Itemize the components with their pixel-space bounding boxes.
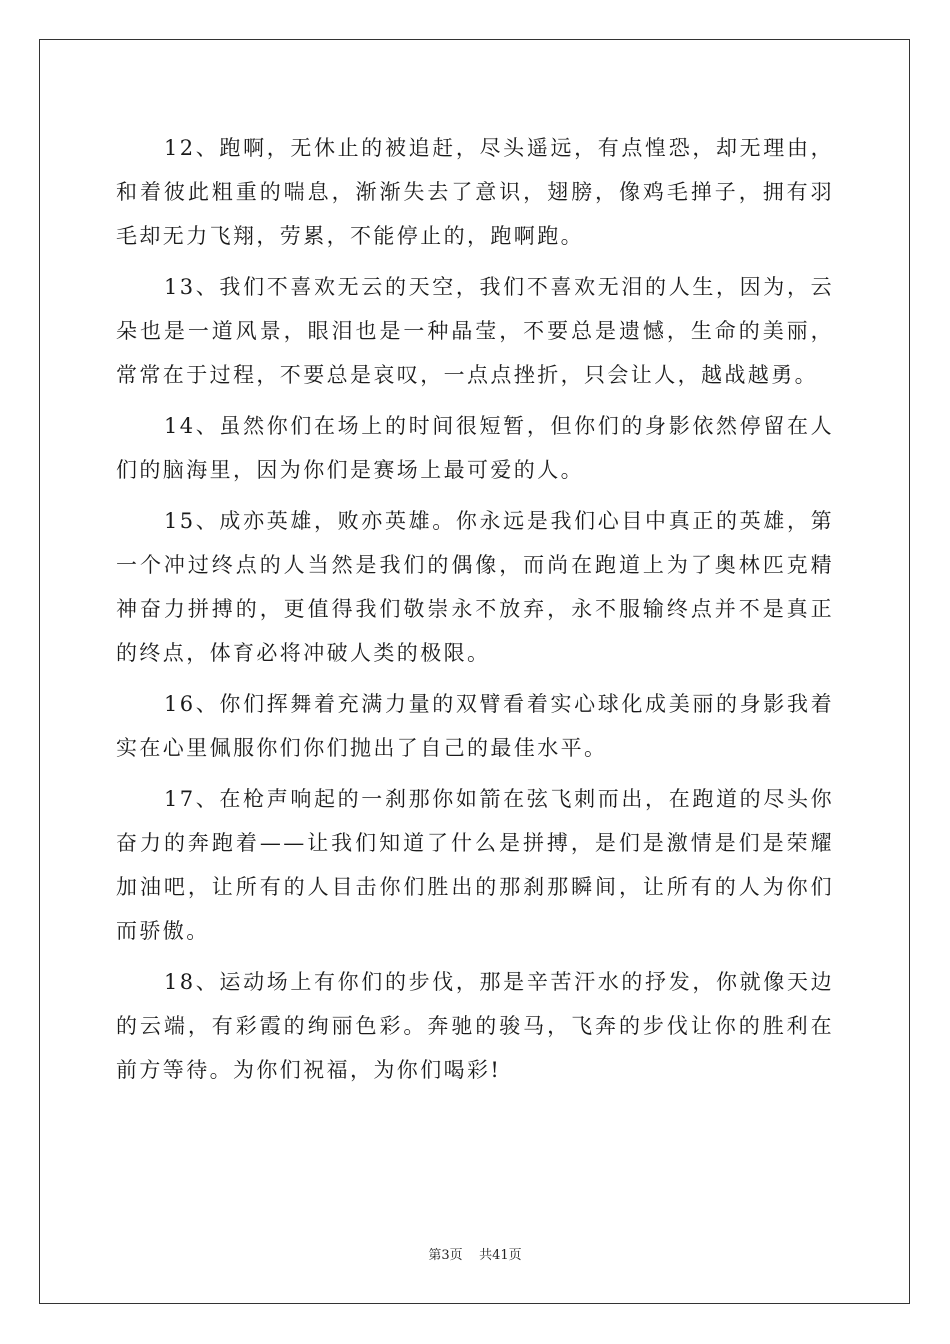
paragraph-12: 12、跑啊，无休止的被追赶，尽头遥远，有点惶恐，却无理由，和着彼此粗重的喘息，渐渐失去了意识，翅膀，像鸡毛掸子，拥有羽毛却无力飞翔，劳累，不能停止的，跑啊跑。: [116, 136, 834, 248]
document-body: [116, 126, 834, 1099]
page-number: 第3页: [428, 1248, 463, 1263]
page-total: 共41页: [479, 1248, 522, 1263]
page-footer: [0, 1247, 950, 1265]
paragraph-16: 16、你们挥舞着充满力量的双臂看着实心球化成美丽的身影我着实在心里佩服你们你们抛出了自己的最佳水平。: [116, 692, 834, 760]
footer-gap: [463, 1248, 480, 1263]
paragraph-14: 14、虽然你们在场上的时间很短暂，但你们的身影依然停留在人们的脑海里，因为你们是赛场上最可爱的人。: [116, 414, 834, 482]
paragraph-17: 17、在枪声响起的一刹那你如箭在弦飞刺而出，在跑道的尽头你奋力的奔跑着——让我们知道了什么是拼搏，是们是激情是们是荣耀加油吧，让所有的人目击你们胜出的那刹那瞬间，让所有的人为你们而骄傲。: [116, 787, 834, 943]
paragraph-15: 15、成亦英雄，败亦英雄。你永远是我们心目中真正的英雄，第一个冲过终点的人当然是我们的偶像，而尚在跑道上为了奥林匹克精神奋力拼搏的，更值得我们敬崇永不放弃，永不服输终点并不是真正的终点，体育必将冲破人类的极限。: [116, 509, 834, 665]
paragraph-18: 18、运动场上有你们的步伐，那是辛苦汗水的抒发，你就像天边的云端，有彩霞的绚丽色彩。奔驰的骏马，飞奔的步伐让你的胜利在前方等待。为你们祝福，为你们喝彩!: [116, 970, 834, 1082]
paragraph-13: 13、我们不喜欢无云的天空，我们不喜欢无泪的人生，因为，云朵也是一道风景，眼泪也是一种晶莹，不要总是遗憾，生命的美丽，常常在于过程，不要总是哀叹，一点点挫折，只会让人，越战越勇。: [116, 275, 834, 387]
